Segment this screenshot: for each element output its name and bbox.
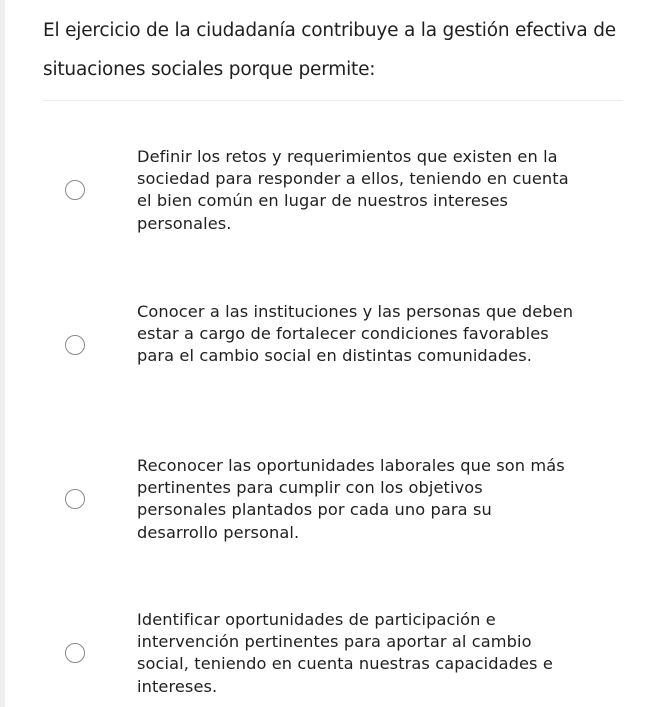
left-rail	[0, 0, 5, 707]
option-3[interactable]	[43, 455, 623, 575]
option-2-label: Conocer a las instituciones y las personas que deben estar a cargo de fortalecer condiciones favorables para el cambio social en distintas comunidades.	[137, 302, 574, 366]
option-1-radio[interactable]	[65, 180, 85, 200]
question-text: El ejercicio de la ciudadanía contribuye a la gestión efectiva de situaciones sociales porque permite:	[43, 20, 616, 80]
option-2[interactable]	[43, 301, 623, 421]
option-4-label: Identificar oportunidades de participación e intervención pertinentes para aportar al cambio social, teniendo en cuenta nuestras capacidades e intereses.	[137, 610, 553, 696]
option-2-radio[interactable]	[65, 335, 85, 355]
option-3-label: Reconocer las oportunidades laborales que son más pertinentes para cumplir con los objetivos personales plantados por cada uno para su desarrollo personal.	[137, 456, 565, 542]
option-4[interactable]	[43, 609, 623, 707]
option-4-radio[interactable]	[65, 643, 85, 663]
option-1-label: Definir los retos y requerimientos que existen en la sociedad para responder a ellos, teniendo en cuenta el bien común en lugar de nuestros intereses personales.	[137, 147, 569, 233]
divider	[43, 100, 623, 101]
option-3-radio[interactable]	[65, 489, 85, 509]
option-1[interactable]	[43, 146, 623, 266]
